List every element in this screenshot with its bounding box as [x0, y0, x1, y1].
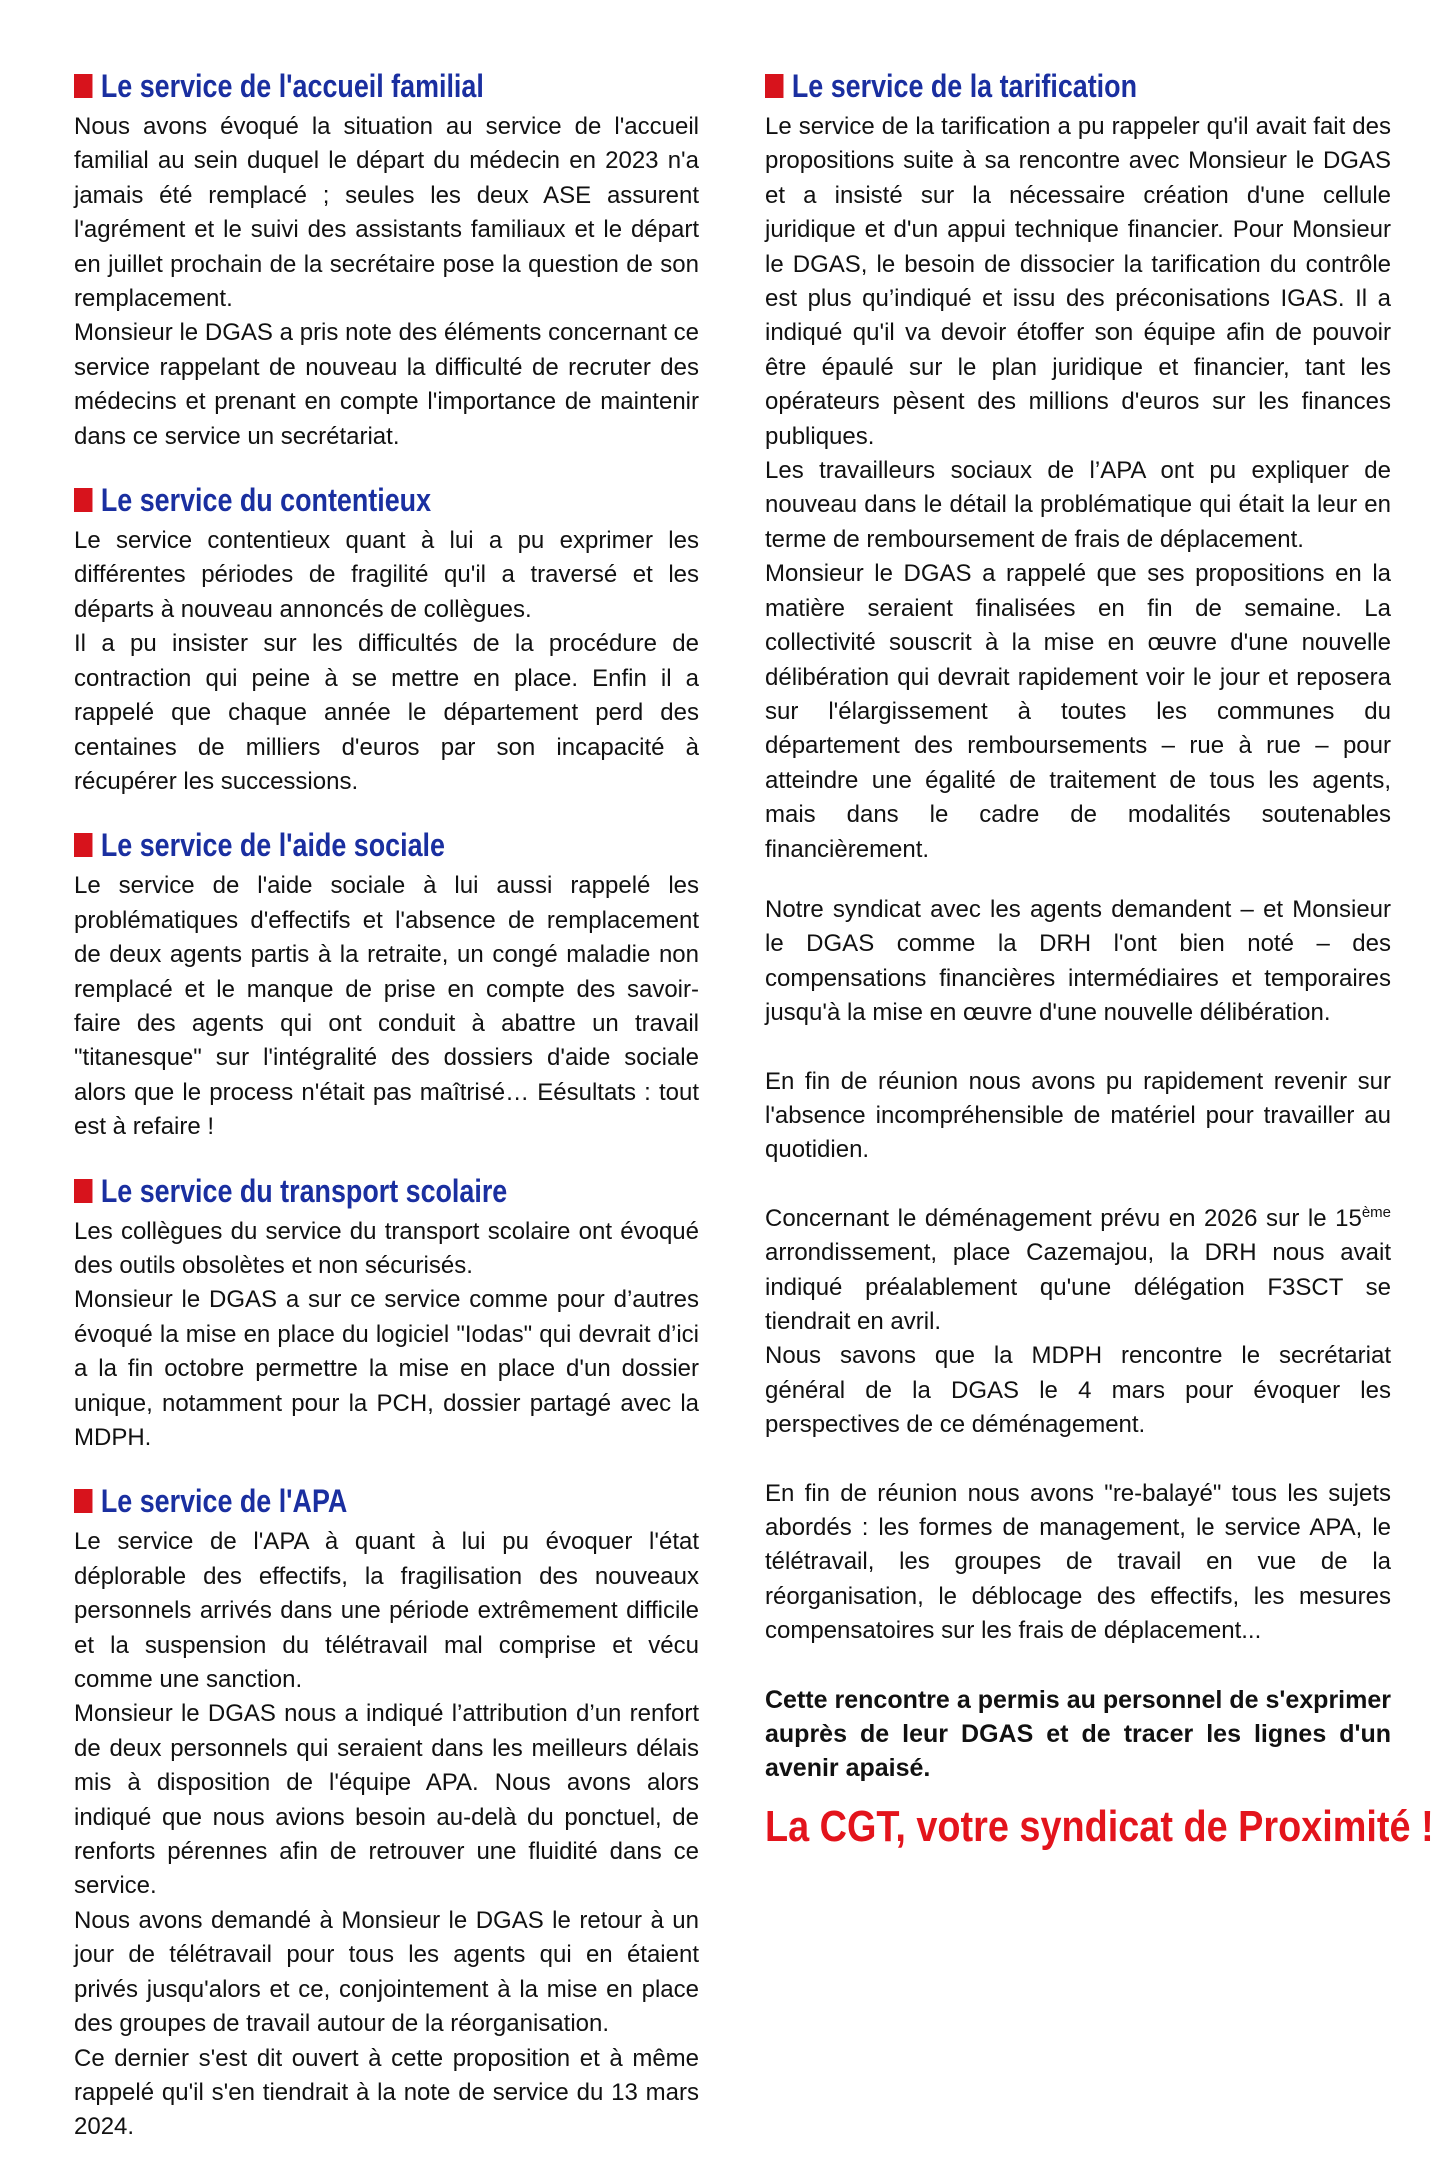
section-heading [74, 1171, 599, 1211]
section-heading [74, 1481, 599, 1521]
cgt-slogan: La CGT, votre syndicat de Proximité ! [765, 1802, 1434, 1851]
section-aide-sociale [74, 825, 699, 1144]
paragraph: Monsieur le DGAS nous a indiqué l’attribution d’un renfort de deux personnels qui seraient dans les meilleurs délais mis à disposition de l'équipe APA. Nous avons alors indiqué que nous avions besoin au-delà du ponctuel, de renforts pérennes afin de retrouver une fluidité dans ce service. [74, 1700, 699, 1900]
conclusion-paragraph: Cette rencontre a permis au personnel de s'exprimer auprès de leur DGAS et de tracer les lignes d'un avenir apaisé. [765, 1685, 1391, 1782]
paragraph: Monsieur le DGAS a pris note des éléments concernant ce service rappelant de nouveau la difficulté de recruter des médecins et prenant en compte l'importance de maintenir dans ce service un secrétariat. [74, 319, 699, 450]
paragraph: Le service de l'aide sociale à lui aussi rappelé les problématiques d'effectifs et l'absence de remplacement de deux agents partis à la retraite, un congé maladie non remplacé et le manque de prise en compte des savoir-faire des agents qui ont conduit à abattre un travail "titanesque" sur l'intégralité des dossiers d'aide sociale alors que le process n'était pas maîtrisé… Eésultats : tout est à refaire ! [74, 872, 699, 1141]
left-column [74, 66, 699, 2171]
paragraph: Le service contentieux quant à lui a pu exprimer les différentes périodes de fragilité qu'il a traversé et les départs à nouveau annoncés de collègues. [74, 527, 699, 623]
paragraph: Monsieur le DGAS a sur ce service comme pour d’autres évoqué la mise en place du logiciel "Iodas" qui devrait d’ici a la fin octobre permettre la mise en place d'un dossier unique, notamment pour la PCH, dossier partagé avec la MDPH. [74, 1286, 699, 1451]
section-accueil-familial [74, 66, 699, 454]
text-run: arrondissement, place Cazemajou, la DRH nous avait indiqué préalablement qu'une délégation F3SCT se tiendrait en avril. [765, 1239, 1391, 1335]
red-square-icon [765, 74, 783, 98]
paragraph-materiel: En fin de réunion nous avons pu rapidement revenir sur l'absence incompréhensible de matériel pour travailler au quotidien. [765, 1067, 1391, 1164]
red-square-icon [74, 1489, 92, 1513]
paragraph: Les travailleurs sociaux de l’APA ont pu expliquer de nouveau dans le détail la problématique qui était la leur en terme de remboursement de frais de déplacement. [765, 457, 1391, 553]
section-apa [74, 1481, 699, 2144]
paragraph: Nous avons évoqué la situation au service de l'accueil familial au sein duquel le départ du médecin en 2023 n'a jamais été remplacé ; seules les deux ASE assurent l'agrément et le suivi des assistants familiaux et le départ en juillet prochain de la secrétaire pose la question de son remplacement. [74, 113, 699, 313]
section-heading [74, 66, 599, 106]
superscript: ème [1361, 1203, 1391, 1221]
paragraph-syndicat: Notre syndicat avec les agents demandent – et Monsieur le DGAS comme la DRH l'ont bien noté – des compensations financières intermédiaires et temporaires jusqu'à la mise en œuvre d'une nouvelle délibération. [765, 895, 1391, 1027]
paragraph-demenagement [765, 1202, 1391, 1340]
paragraph: Monsieur le DGAS a rappelé que ses propositions en la matière seraient finalisées en fin de semaine. La collectivité souscrit à la mise en œuvre d'une nouvelle délibération qui devrait rapidement voir le jour et reposera sur l'élargissement à toutes les communes du département des remboursements – rue à rue – pour atteindre une égalité de traitement de tous les agents, mais dans le cadre de modalités soutenables financièrement. [765, 560, 1391, 863]
heading-text: Le service de l'accueil familial [100, 68, 484, 104]
heading-text: Le service de l'aide sociale [100, 827, 445, 864]
section-tarification [765, 66, 1391, 867]
paragraph-mdph: Nous savons que la MDPH rencontre le secrétariat général de la DGAS le 4 mars pour évoquer les perspectives de ce déménagement. [765, 1342, 1391, 1439]
red-square-icon [74, 833, 92, 857]
paragraph: Ce dernier s'est dit ouvert à cette proposition et à même rappelé qu'il s'en tiendrait à la note de service du 13 mars 2024. [74, 2044, 699, 2141]
paragraph: Il a pu insister sur les difficultés de la procédure de contraction qui peine à se mettre en place. Enfin il a rappelé que chaque année le département perd des centaines de milliers d'euros par son incapacité à récupérer les successions. [74, 630, 699, 795]
section-heading [765, 66, 1291, 106]
section-heading [74, 825, 599, 865]
heading-text: Le service de la tarification [791, 68, 1137, 104]
section-transport-scolaire [74, 1171, 699, 1456]
red-square-icon [74, 488, 92, 512]
red-square-icon [74, 1179, 92, 1203]
paragraph: Les collègues du service du transport scolaire ont évoqué des outils obsolètes et non sécurisés. [74, 1217, 699, 1279]
text-run: Concernant le déménagement prévu en 2026 sur le 15 [765, 1204, 1362, 1232]
heading-text: Le service de l'APA [100, 1483, 348, 1520]
paragraph: Le service de l'APA à quant à lui pu évoquer l'état déplorable des effectifs, la fragilisation des nouveaux personnels arrivés dans une période extrêmement difficile et la suspension du télétravail mal comprise et vécu comme une sanction. [74, 1528, 699, 1694]
paragraph: Le service de la tarification a pu rappeler qu'il avait fait des propositions suite à sa rencontre avec Monsieur le DGAS et a insisté sur la nécessaire création d'une cellule juridique et d'un appui technique financier. Pour Monsieur le DGAS, le besoin de dissocier la tarification du contrôle est plus qu’indiqué et issu des préconisations IGAS. Il a indiqué qu'il va devoir étoffer son équipe afin de pouvoir être épaulé sur le plan juridique et financier, tant les opérateurs pèsent des millions d'euros sur les finances publiques. [765, 113, 1391, 450]
red-square-icon [74, 74, 92, 98]
right-column [765, 66, 1391, 1785]
paragraph: Nous avons demandé à Monsieur le DGAS le retour à un jour de télétravail pour tous les agents qui en étaient privés jusqu'alors et ce, conjointement à la mise en place des groupes de travail autour de la réorganisation. [74, 1906, 699, 2038]
heading-text: Le service du contentieux [100, 482, 432, 519]
section-contentieux [74, 480, 699, 799]
heading-text: Le service du transport scolaire [100, 1172, 508, 1209]
section-heading [74, 480, 599, 520]
paragraph-rebalaye: En fin de réunion nous avons "re-balayé" tous les sujets abordés : les formes de management, le service APA, le télétravail, les groupes de travail en vue de la réorganisation, le déblocage des effectifs, les mesures compensatoires sur les frais de déplacement... [765, 1479, 1391, 1645]
